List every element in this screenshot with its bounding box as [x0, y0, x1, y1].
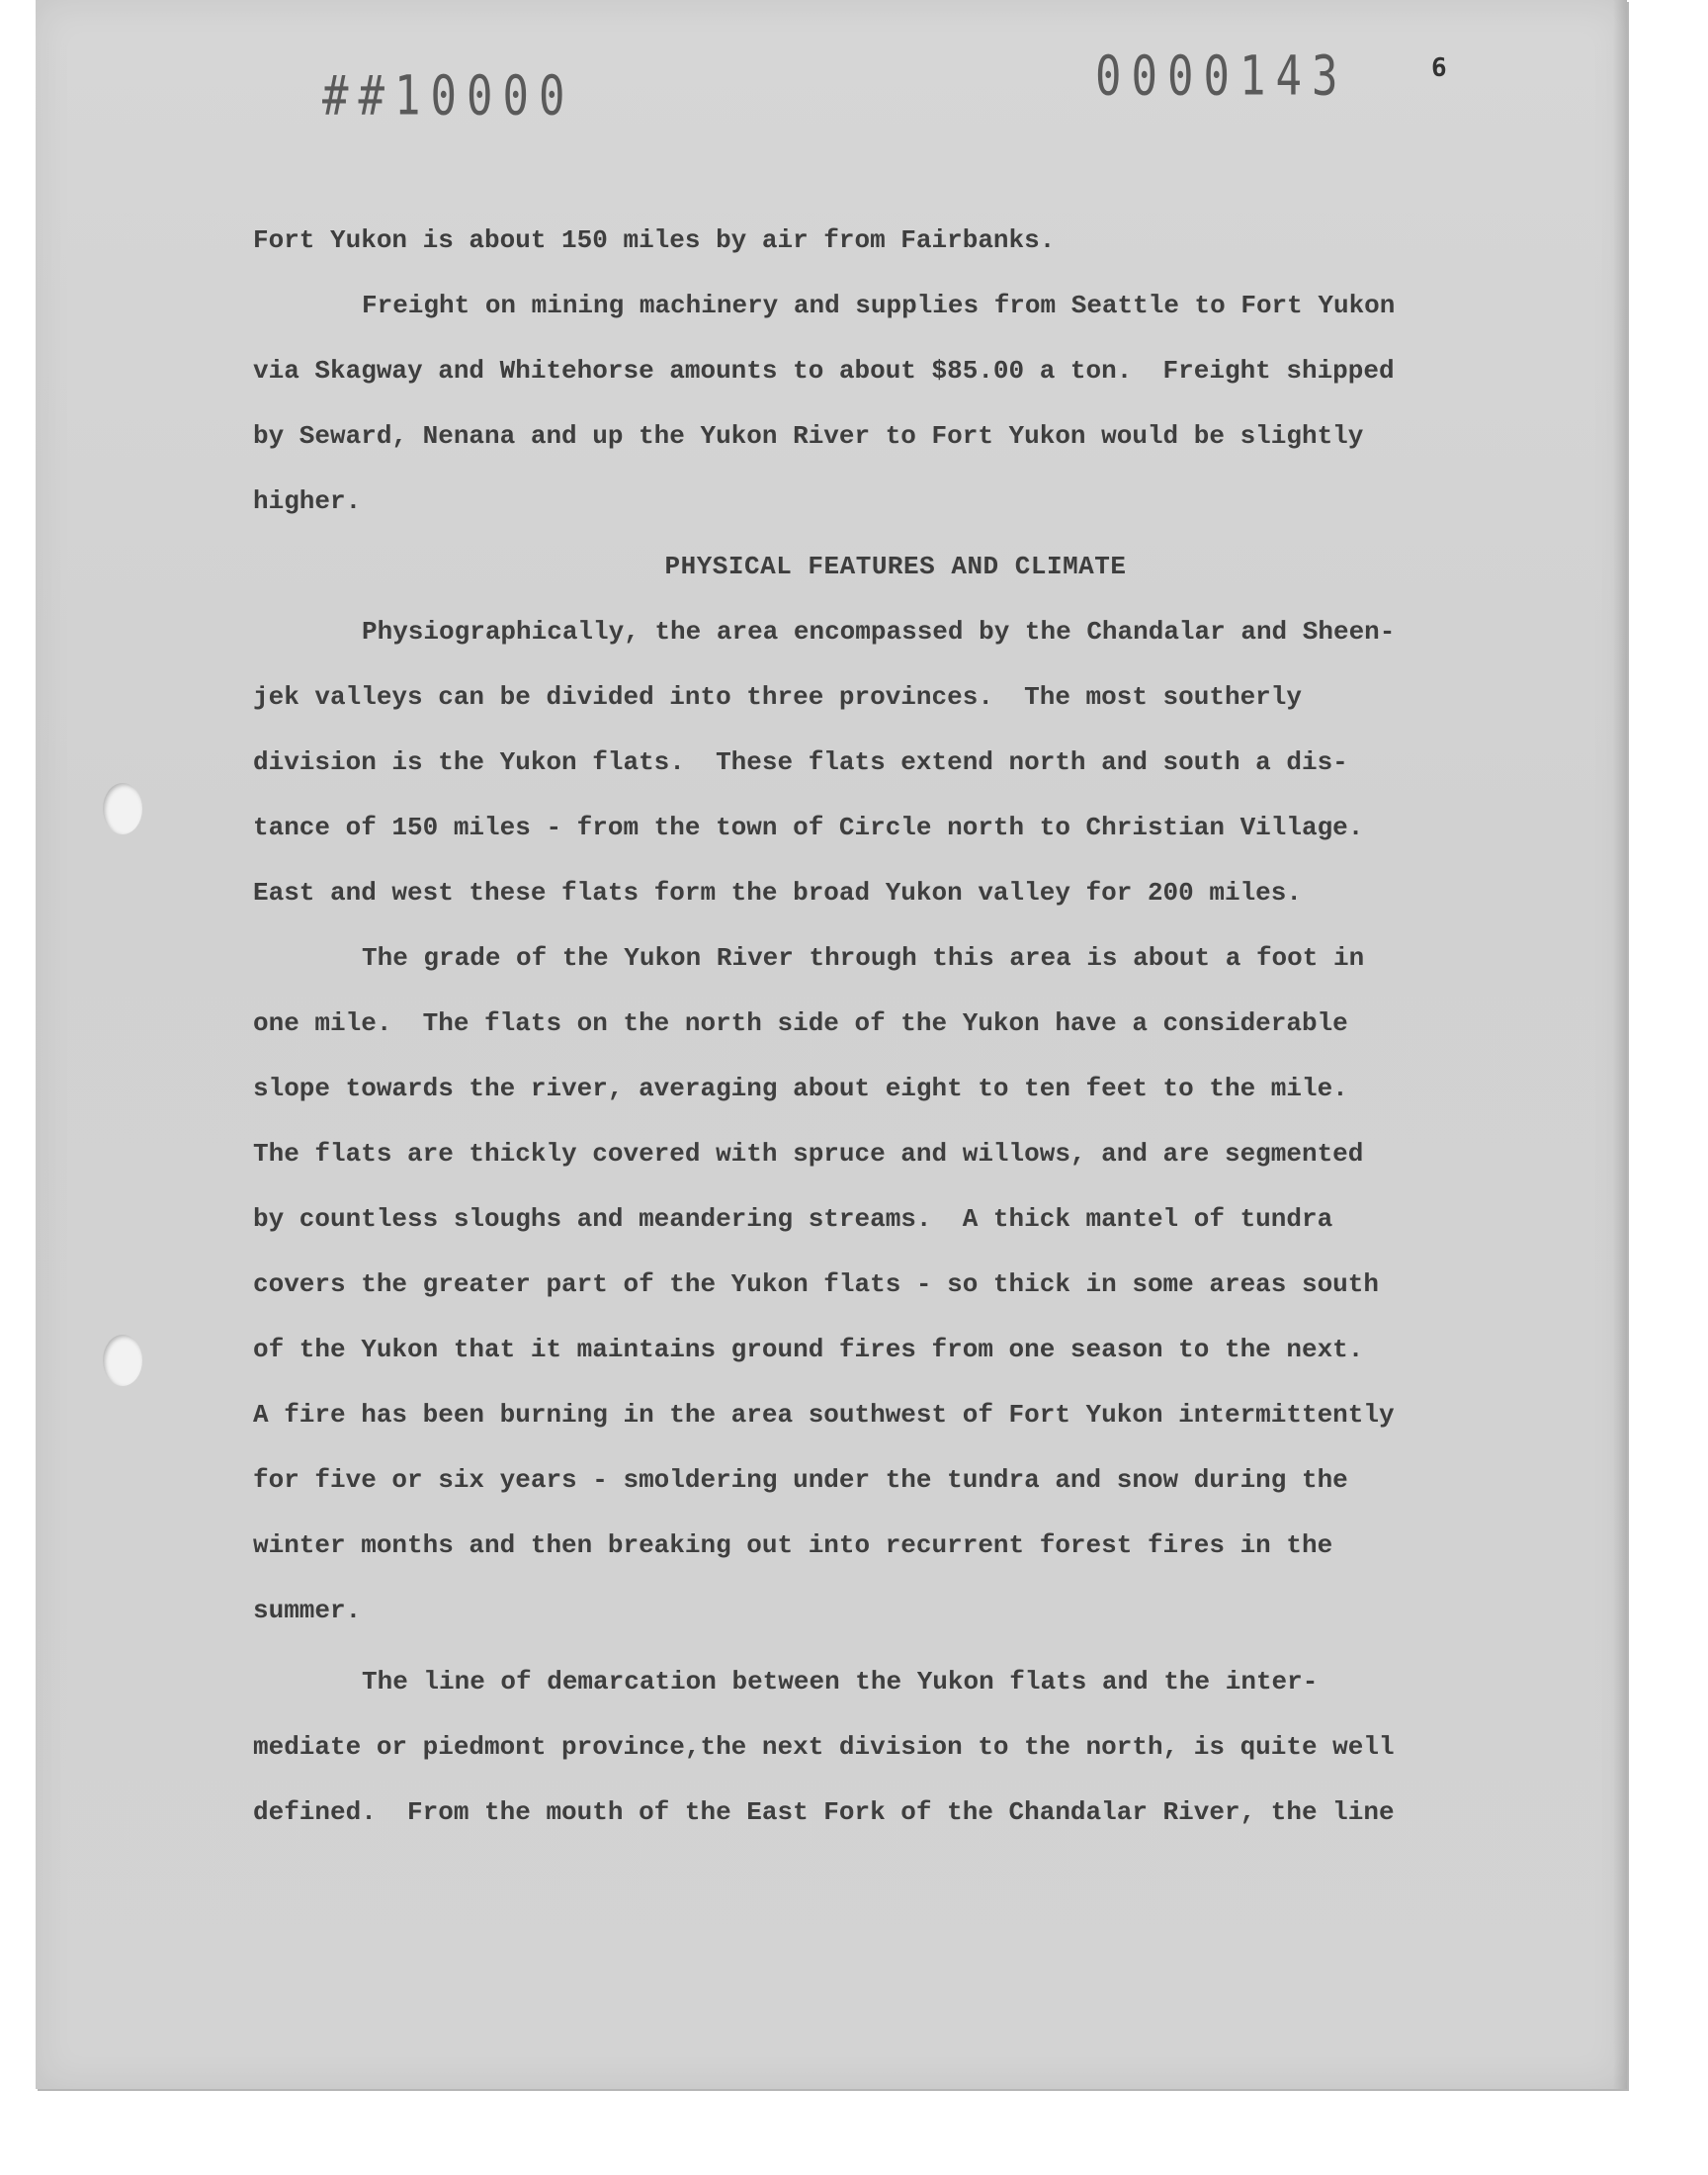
text-line: The line of demarcation between the Yukon flats and the inter-	[362, 1667, 1319, 1696]
text-line: A fire has been burning in the area southwest of Fort Yukon intermittently	[253, 1400, 1395, 1430]
section-heading: PHYSICAL FEATURES AND CLIMATE	[664, 552, 1127, 581]
text-line: higher.	[253, 486, 362, 516]
text-line: one mile. The flats on the north side of the Yukon have a considerable	[253, 1008, 1348, 1038]
text-line: covers the greater part of the Yukon flats - so thick in some areas south	[253, 1269, 1379, 1299]
text-line: Freight on mining machinery and supplies from Seattle to Fort Yukon	[362, 291, 1396, 320]
text-line: tance of 150 miles - from the town of Circle north to Christian Village.	[253, 813, 1364, 842]
text-line: Physiographically, the area encompassed by the Chandalar and Sheen-	[362, 617, 1396, 647]
document-page	[36, 0, 1627, 2089]
text-line: by Seward, Nenana and up the Yukon River to Fort Yukon would be slightly	[253, 421, 1364, 451]
text-line: mediate or piedmont province,the next division to the north, is quite well	[253, 1732, 1395, 1762]
punch-hole	[103, 1335, 142, 1386]
text-line: winter months and then breaking out into recurrent forest fires in the	[253, 1530, 1333, 1560]
text-line: jek valleys can be divided into three provinces. The most southerly	[253, 682, 1302, 712]
archive-stamp-right: 0000143	[1095, 44, 1348, 109]
text-line: The flats are thickly covered with spruce and willows, and are segmented	[253, 1139, 1364, 1169]
text-line: of the Yukon that it maintains ground fires from one season to the next.	[253, 1335, 1364, 1364]
text-line: East and west these flats form the broad Yukon valley for 200 miles.	[253, 878, 1302, 908]
text-line: The grade of the Yukon River through this area is about a foot in	[362, 943, 1365, 973]
document-body	[253, 208, 1538, 1845]
text-line: division is the Yukon flats. These flats extend north and south a dis-	[253, 747, 1348, 777]
text-line: via Skagway and Whitehorse amounts to about $85.00 a ton. Freight shipped	[253, 356, 1395, 386]
text-line: Fort Yukon is about 150 miles by air from Fairbanks.	[253, 225, 1056, 255]
text-line: summer.	[253, 1596, 362, 1625]
text-line: defined. From the mouth of the East Fork of the Chandalar River, the line	[253, 1797, 1395, 1827]
punch-hole	[103, 783, 142, 834]
text-line: by countless sloughs and meandering streams. A thick mantel of tundra	[253, 1204, 1333, 1234]
text-line: slope towards the river, averaging about eight to ten feet to the mile.	[253, 1074, 1348, 1103]
archive-stamp-left: ##10000	[322, 64, 575, 129]
page-number: 6	[1431, 53, 1447, 83]
text-line: for five or six years - smoldering under the tundra and snow during the	[253, 1465, 1348, 1495]
